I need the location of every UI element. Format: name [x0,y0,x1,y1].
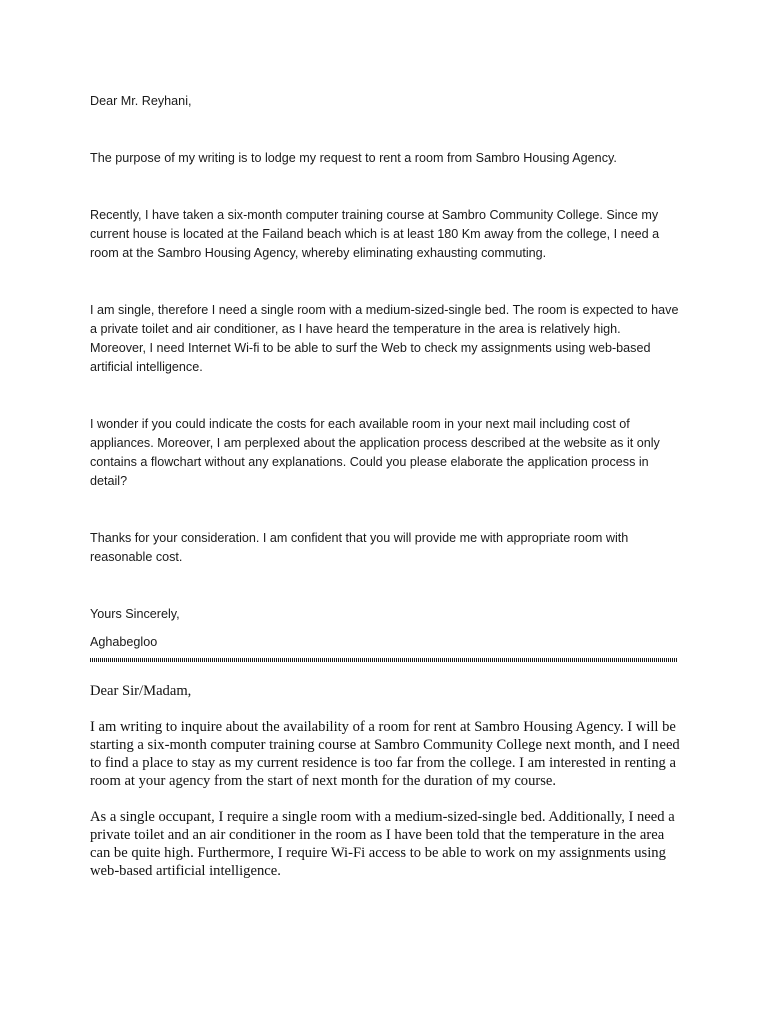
letter2-paragraph-inquiry: I am writing to inquire about the availability of a room for rent at Sambro Housing Agency. I will be starting a six-month computer training course at Sambro Community College next month, and I need to find a place to stay as my current residence is too far from the college. I am interested in renting a room at your agency from the start of next month for the duration of my course. [90,719,680,789]
letter1-paragraph-room-requirements: I am single, therefore I need a single room with a medium-sized-single bed. The room is expected to have a private toilet and air conditioner, as I have heard the temperature in the area is relatively high. Moreover, I need Internet Wi-fi to be able to surf the Web to check my assignments using web-based artificial intelligence. [90,303,679,374]
first-letter [90,92,680,652]
letter1-paragraph-thanks: Thanks for your consideration. I am confident that you will provide me with appropriate room with reasonable cost. [90,531,629,564]
letter2-paragraph-requirements: As a single occupant, I require a single room with a medium-sized-single bed. Additionally, I need a private toilet and an air conditioner in the room as I have been told that the temperature in the area can be quite high. Furthermore, I require Wi-Fi access to be able to work on my assignments using web-based artificial intelligence. [90,809,675,879]
second-letter [90,682,682,898]
letter1-paragraph-course: Recently, I have taken a six-month computer training course at Sambro Community College. Since my current house is located at the Failand beach which is at least 180 Km away from the college, I need a room at the Sambro Housing Agency, whereby eliminating exhausting commuting. [90,208,660,260]
letter1-salutation: Dear Mr. Reyhani, [90,94,192,108]
letter1-closing: Yours Sincerely, [90,607,180,621]
section-divider [90,658,678,662]
letter1-paragraph-purpose: The purpose of my writing is to lodge my request to rent a room from Sambro Housing Agency. [90,151,617,165]
letter1-signature: Aghabegloo [90,635,158,649]
letter1-paragraph-costs-inquiry: I wonder if you could indicate the costs for each available room in your next mail including cost of appliances. Moreover, I am perplexed about the application process described at the website as it only contains a flowchart without any explanations. Could you please elaborate the application process in detail? [90,417,660,488]
letter2-salutation: Dear Sir/Madam, [90,683,192,699]
